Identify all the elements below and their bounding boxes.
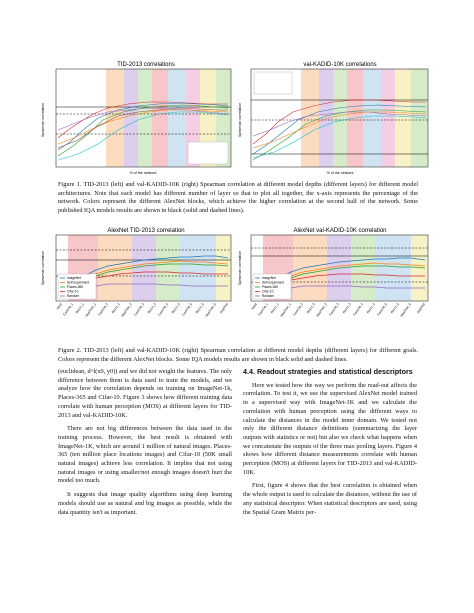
svg-text:ReLU_2: ReLU_2 — [110, 302, 121, 315]
figure-1-right-title: val-KADID-10K correlations — [303, 62, 377, 68]
svg-text:ReLU_3: ReLU_3 — [146, 302, 157, 315]
figure-1-right-legend — [254, 72, 292, 94]
left-paragraph-1: (euclidean, d^l(x0, y0)) and we did not weight the features. The only difference between them is data used to train the models, and we analyze how the correlation depends on training on ImageNet-1k, Places-365 and Cifar-10. Figure 3 shows how different training data correlate with human perception (MOS) at different layers for TID-2013 and val-KADID-10K. — [58, 368, 232, 419]
legend-places: Places-365 — [67, 285, 83, 290]
svg-text:MaxPool_2: MaxPool_2 — [120, 302, 133, 318]
svg-text:Conv2d_1: Conv2d_1 — [257, 302, 269, 317]
svg-text:Conv2d_5: Conv2d_5 — [181, 302, 193, 317]
section-heading: 4.4. Readout strategies and statistical descriptors — [243, 367, 413, 376]
svg-text:ReLU_3: ReLU_3 — [341, 302, 352, 315]
figure-1-left-panel — [41, 62, 231, 175]
svg-text:Places-365: Places-365 — [262, 285, 278, 290]
svg-text:ReLU_4: ReLU_4 — [170, 302, 181, 315]
svg-text:ReLU_2: ReLU_2 — [305, 302, 316, 315]
svg-text:ReLU_5: ReLU_5 — [389, 302, 400, 315]
legend-self-supervised: Self-supervised — [67, 280, 89, 285]
left-paragraph-2: There are not big differences between the data used in the training process. However, the best result is obtained with ImageNet-1K, which are around 1 million of natural images. Places-365 (ten million place locations images) and Cifar-10 (50K small natural images) achieve less correlation. It implies that not using natural images or using smaller/not enough images doesn't hurt the model too much. — [58, 425, 232, 485]
figure-1 — [38, 60, 438, 180]
figure-2-left-ylabel: Spearman correlation — [41, 250, 45, 286]
svg-text:Conv2d_4: Conv2d_4 — [352, 302, 364, 317]
svg-text:AvgPool: AvgPool — [218, 302, 229, 315]
svg-text:AvgPool: AvgPool — [415, 302, 426, 315]
figure-1-left-title: TID-2013 correlations — [117, 62, 175, 68]
svg-text:MaxPool_1: MaxPool_1 — [84, 302, 97, 318]
figure-2-caption: Figure 2. TID-2013 (left) and val-KADID-10K (right) Spearman correlation at different model depths (different layers) for different goals. Colors represent the different AlexNet blocks. Some IQA models results are shown in black solid and dashed lines. — [58, 347, 418, 363]
svg-text:MaxPool_5: MaxPool_5 — [204, 302, 217, 318]
figure-1-left-ylabel: Spearman correlation — [41, 102, 45, 138]
figure-2-left-title: AlexNet TID-2013 correlation — [107, 228, 185, 234]
svg-text:ReLU_1: ReLU_1 — [269, 302, 280, 315]
figure-2 — [38, 226, 438, 344]
svg-text:MaxPool_1: MaxPool_1 — [279, 302, 292, 318]
svg-text:ReLU_5: ReLU_5 — [194, 302, 205, 315]
svg-text:Conv2d_2: Conv2d_2 — [292, 302, 304, 317]
figure-1-left-legend — [188, 142, 228, 164]
left-paragraph-3: It suggests that image quality algorithms using deep learning models should use as natural and big images as possible, while the data quantity isn't as important. — [58, 491, 232, 516]
svg-text:input: input — [250, 302, 258, 311]
svg-text:Conv2d_1: Conv2d_1 — [62, 302, 74, 317]
svg-text:Cifar-10: Cifar-10 — [262, 289, 274, 294]
block-bands-right — [301, 69, 428, 167]
legend-cifar: Cifar-10 — [67, 289, 79, 294]
svg-text:ReLU_4: ReLU_4 — [365, 302, 376, 315]
figure-1-caption: Figure 1. TID-2013 (left) and val-KADID-10K (right) Spearman correlation at different model depths (different layers) for different model architectures. Note that each model has different number of layer so that to plot all together, the x-axis represents the percentage of the network. Colors represent the different AlexNet blocks, which achieve the higher correlation at the second half of the network. Some published IQA models results are shown in black (solid and dashed lines). — [58, 181, 418, 214]
figure-2-right-xticks — [251, 302, 426, 318]
svg-text:input: input — [55, 302, 63, 311]
figure-2-left-legend — [58, 274, 96, 299]
svg-text:Conv2d_5: Conv2d_5 — [376, 302, 388, 317]
figure-2-right-ylabel: Spearman correlation — [238, 250, 242, 286]
svg-text:Conv2d_4: Conv2d_4 — [157, 302, 169, 317]
svg-text:ImageNet: ImageNet — [262, 276, 276, 281]
svg-text:MaxPool_2: MaxPool_2 — [315, 302, 328, 318]
figure-1-right-ylabel: Spearman correlation — [238, 102, 242, 138]
legend-random: Random — [67, 294, 80, 299]
figure-2-left-xticks — [56, 302, 229, 318]
right-column — [243, 368, 417, 522]
figure-2-left-panel — [41, 228, 231, 318]
svg-text:MaxPool_5: MaxPool_5 — [399, 302, 412, 318]
right-paragraph-2: First, figure 4 shows that the best correlation is obtained when the whole output is used to calculate the distances, without the use of any statistical descriptor. When statistical descriptors are used, using the Spatial Gram Matrix per- — [243, 482, 417, 516]
svg-text:Self-supervised: Self-supervised — [262, 280, 284, 285]
svg-text:Conv2d_2: Conv2d_2 — [97, 302, 109, 317]
svg-text:Conv2d_3: Conv2d_3 — [133, 302, 145, 317]
figure-1-left-xlabel: % of the network — [129, 171, 157, 175]
figure-2-right-legend — [253, 274, 291, 299]
figure-2-right-title: AlexNet val-KADID-10K correlation — [293, 228, 387, 234]
figure-1-right-panel — [238, 62, 428, 175]
svg-text:ReLU_1: ReLU_1 — [74, 302, 85, 315]
svg-text:Conv2d_3: Conv2d_3 — [328, 302, 340, 317]
figure-1-right-xlabel: % of the network — [326, 171, 354, 175]
svg-text:Random: Random — [262, 294, 275, 299]
legend-imagenet: ImageNet — [67, 276, 81, 281]
left-column — [58, 368, 232, 522]
figure-2-right-panel — [238, 228, 428, 318]
right-paragraph-1: Here we tested how the way we perform the read-out affects the correlation. To test it, we use the supervised AlexNet model trained in a supervised way with ImageNet-1K and we calculate the correlation with human perception using the different ways to calculate the distances in the model inner domain. We tested not only the different distance definitions (summarizing the layer outputs with statistics or not) but also we check what happens when we concatenate the outputs of the three max pooling layers. Figure 4 shows how different distance measurements correlate with human perception (MOS) at different layers for TID-2013 and val-KADID-10K. — [243, 381, 417, 476]
